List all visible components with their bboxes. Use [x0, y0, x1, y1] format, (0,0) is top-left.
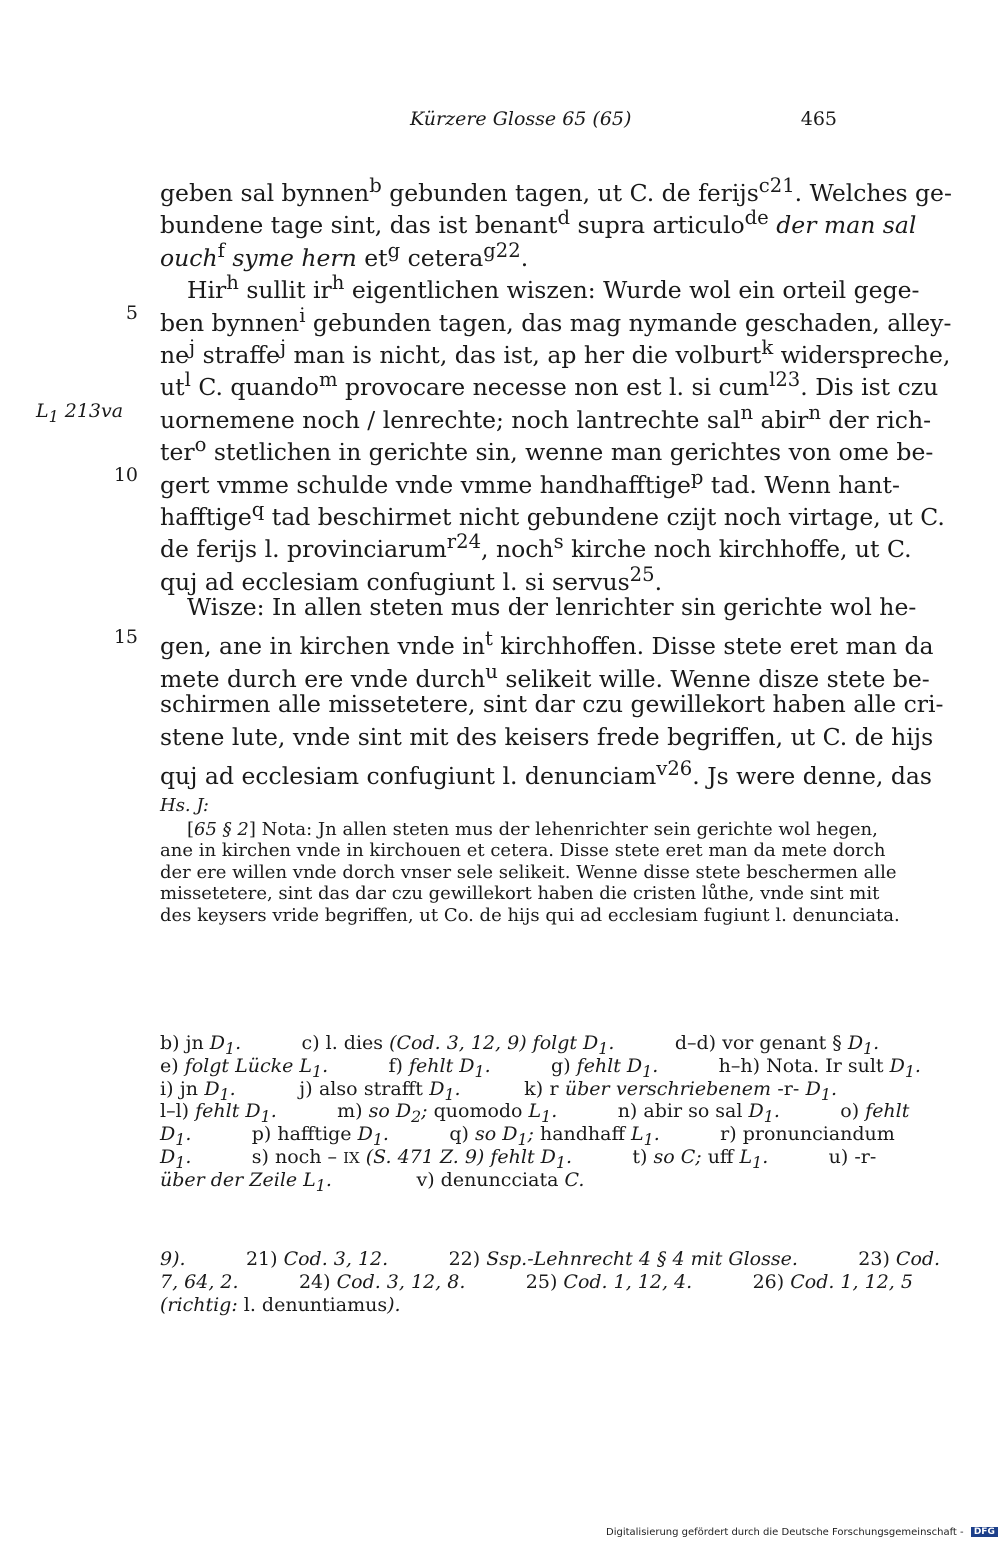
text-line: quj ad ecclesiam confugiunt l. si servus$^{25}$. [160, 562, 663, 596]
text-line: gert vmme schulde vnde vmme handhafftige$^p$ tad. Wenn hant- [160, 465, 900, 499]
text-line: gen, ane in kirchen vnde $in^t$ kirchhoffen. Disse stete eret man da [160, 627, 934, 661]
text-line: quj ad ecclesiam confugiunt l. denunciam$^{v26}$. Js were denne, das [160, 757, 932, 790]
line-number: 5 [125, 302, 138, 324]
footnote-line: 9). 21) Cod. 3, 12. 22) Ssp.-Lehnrecht 4 § 4 mit Glosse. 23) Cod. [160, 1248, 941, 1270]
text-line: schirmen alle missetetere, sint dar czu gewillekort haben alle cri- [160, 690, 944, 719]
page-number: 465 [800, 108, 837, 130]
apparatus-line: i) jn $D_1$. j) also strafft $D_1$. k) r über verschriebenem -r- $D_1$. [160, 1077, 838, 1104]
apparatus-line: über der Zeile $L_1$. v) denuncciata C. [160, 1168, 585, 1195]
running-head-title: Kürzere Glosse 65 (65) [410, 108, 632, 130]
running-head [160, 108, 837, 138]
apparatus-line: b) jn $D_1$. c) l. dies (Cod. 3, 12, 9) folgt $D_1$. d–d) vor genant § $D_1$. [160, 1032, 880, 1058]
text-line: hafftige$^q$ tad beschirmet nicht gebundene czijt noch virtage, ut C. [160, 497, 945, 531]
text-line: de ferijs l. provinciarum$^{r24}$, noch$^s$ kirche noch kirchhoffe, ut C. [160, 530, 912, 564]
text-line: ter$^o$ stetlichen in gerichte sin, wenne man gerichtes von ome be- [160, 433, 934, 466]
manuscript-label: Hs. J: [160, 795, 209, 816]
text-line: Wisze: In allen steten mus der lenrichter sin gerichte wol he- [187, 593, 917, 622]
footnote-line: (richtig: l. denuntiamus). [160, 1293, 401, 1316]
variant-line: der ere willen vnde dorch vnser sele selikeit. Wenne disse stete beschermen alle [160, 861, 897, 883]
text-line: bundene tage sint, das ist benant$^d$ supra articulo$^{de}$ der man sal [160, 206, 917, 240]
text-line: uornemene noch / lenrechte; noch lantrechte sal$^n$ abir$^n$ der rich- [160, 400, 932, 434]
footer-text: Digitalisierung gefördert durch die Deutsche Forschungsgemeinschaft - [606, 1527, 964, 1538]
apparatus-line: l–l) fehlt $D_1$. m) so $D_2$; quomodo $L_1$. n) abir so sal $D_1$. o) fehlt [160, 1100, 910, 1127]
apparatus-line: $D_1$. s) noch – IX (S. 471 Z. 9) fehlt $D_1$. t) so C; uff $L_1$. u) -r- [160, 1145, 877, 1172]
line-number: 15 [113, 626, 138, 648]
variant-line: ane in kirchen vnde in kirchouen et cetera. Disse stete eret man da mete dorch [160, 840, 886, 861]
main-text [160, 170, 952, 790]
text-line: stene lute, vnde sint mit des keisers frede begriffen, ut C. de hijs [160, 722, 934, 751]
text-line: $ut^l$ C. quando$^m$ provocare necesse non est l. si cum$^{l23}$. Dis ist czu [160, 368, 939, 402]
text-line: mete durch ere vnde durch$^u$ selikeit wille. Wenne disze stete be- [160, 659, 930, 693]
critical-apparatus [160, 1032, 921, 1195]
text-line: geben sal bynnen$^b$ gebunden tagen, ut C. de ferijs$^{c21}$. Welches ge- [160, 174, 952, 207]
digitization-footer [606, 1527, 998, 1538]
apparatus-line: $D_1$. p) hafftige $D_1$. q) so $D_1$; handhaff $L_1$. r) pronunciandum [160, 1123, 895, 1149]
margin-signature: $L_1$ 213va [36, 400, 124, 426]
line-number: 10 [113, 464, 138, 486]
dfg-logo: DFG [971, 1527, 998, 1537]
text-line: $ne^j$ straffe$^j$ man is nicht, das ist, ap her die volburt$^k$ widerspreche, [160, 335, 951, 369]
manuscript-j-variant [160, 795, 900, 926]
variant-line: missetetere, sint das dar czu gewillekort haben die cristen lůthe, vnde sint mit [160, 883, 880, 904]
text-line: Hir$^h$ sullit $ir^h$ eigentlichen wiszen: Wurde wol ein orteil gege- [187, 271, 920, 304]
text-line: ouch$^f$ syme hern $et^g$ cetera$^{g22}$. [160, 238, 529, 272]
footnote-line: 7, 64, 2. 24) Cod. 3, 12, 8. 25) Cod. 1, 12, 4. 26) Cod. 1, 12, 5 [160, 1270, 913, 1293]
text-line: ben bynnen$^i$ gebunden tagen, das mag nymande geschaden, alley- [160, 303, 952, 337]
apparatus-line: e) folgt Lücke $L_1$. f) fehlt $D_1$. g) fehlt $D_1$. h–h) Nota. Ir sult $D_1$. [160, 1054, 921, 1081]
source-footnotes [160, 1248, 941, 1316]
variant-line: des keysers vride begriffen, ut Co. de hijs qui ad ecclesiam fugiunt l. denunciata. [160, 904, 900, 926]
variant-line: [65 § 2] Nota: Jn allen steten mus der lehenrichter sein gerichte wol hegen, [187, 818, 878, 840]
